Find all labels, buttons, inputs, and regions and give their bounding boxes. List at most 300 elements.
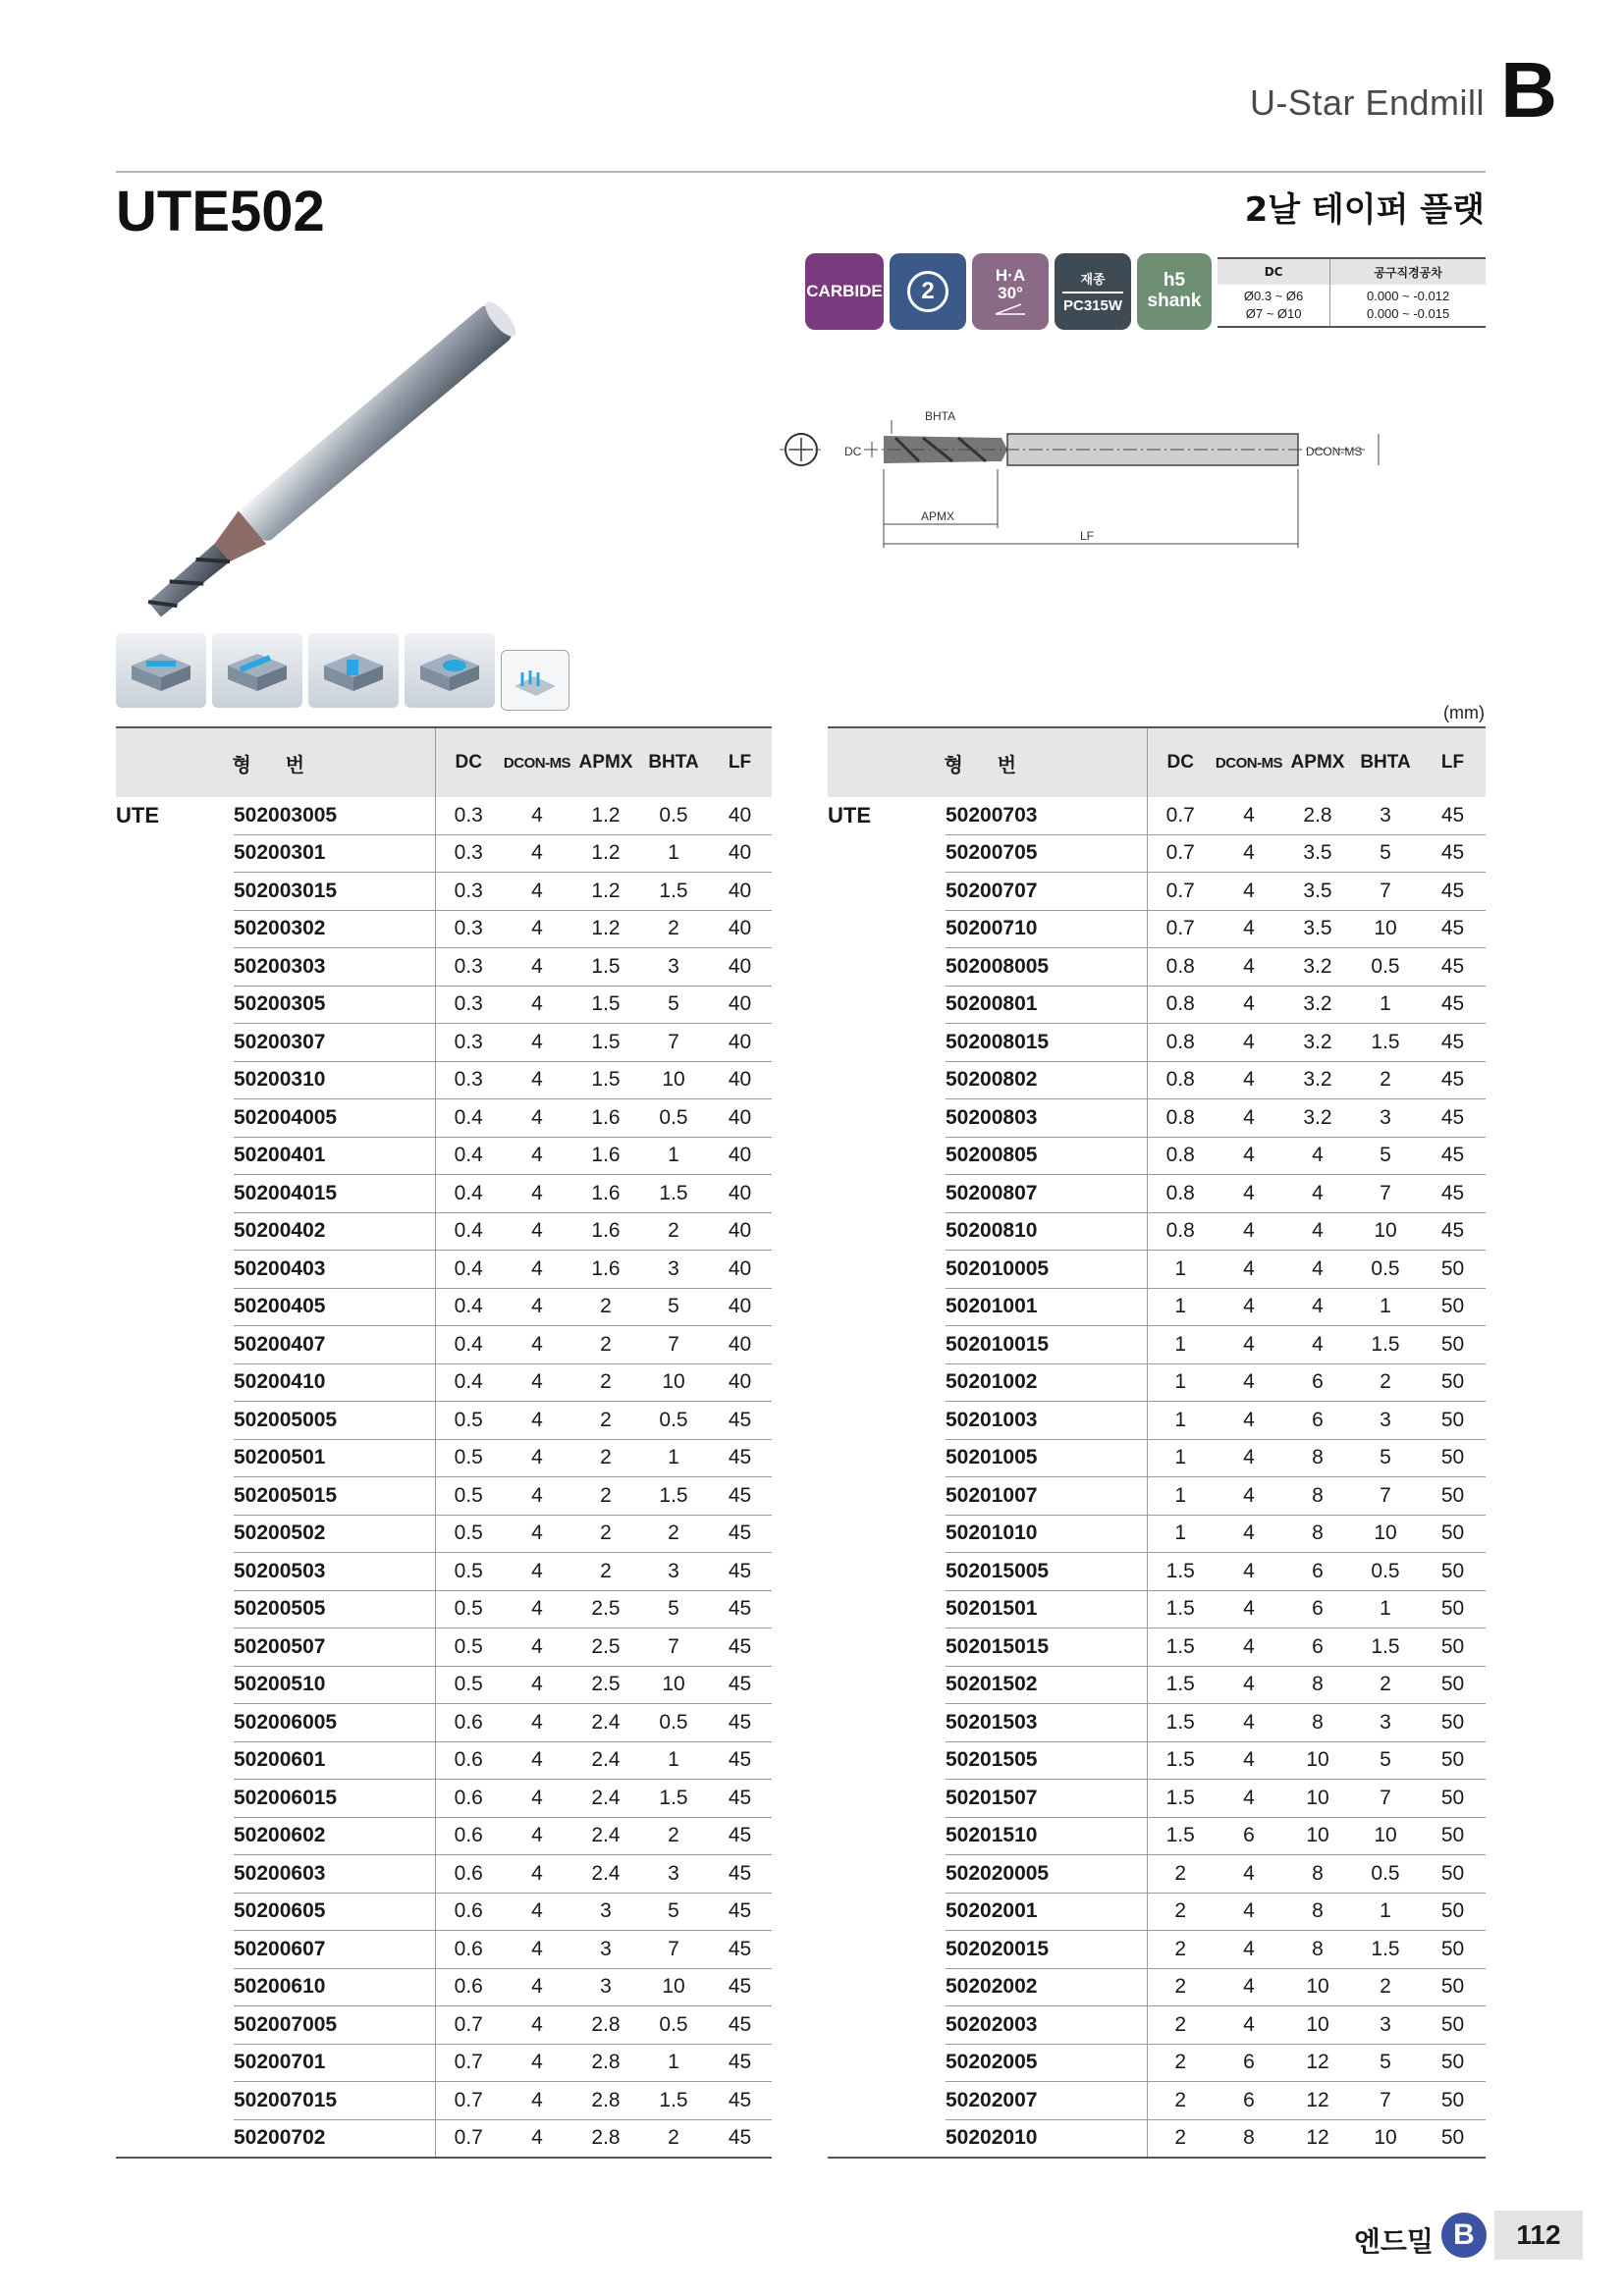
dcon-value: 4: [502, 1288, 572, 1326]
dc-value: 0.8: [1147, 948, 1214, 987]
bhta-value: 5: [1351, 834, 1420, 873]
lf-value: 45: [1420, 1024, 1486, 1062]
table-row: [116, 1780, 772, 1818]
series-prefix: [116, 1741, 234, 1780]
dcon-value: 4: [1214, 1402, 1284, 1440]
tolerance-header-dc: DC: [1218, 258, 1330, 285]
dc-value: 0.8: [1147, 986, 1214, 1024]
series-prefix: [828, 834, 946, 873]
lf-value: 50: [1420, 1666, 1486, 1704]
bhta-value: 10: [1351, 910, 1420, 948]
lf-value: 45: [708, 1968, 772, 2006]
dcon-value: 4: [1214, 910, 1284, 948]
dcon-value: 4: [502, 948, 572, 987]
series-prefix: [116, 1175, 234, 1213]
bhta-value: 2: [639, 910, 708, 948]
order-code: 50200403: [234, 1251, 435, 1289]
apmx-value: 3.2: [1284, 948, 1351, 987]
table-row: [828, 1477, 1486, 1516]
table-row: [828, 1212, 1486, 1251]
dc-value: 0.7: [435, 2082, 502, 2120]
bhta-value: 1.5: [639, 1175, 708, 1213]
coating-divider: [1062, 292, 1123, 294]
dcon-value: 4: [1214, 1326, 1284, 1364]
lf-value: 40: [708, 1251, 772, 1289]
series-prefix: [116, 1212, 234, 1251]
table-row: [828, 910, 1486, 948]
carbide-label: CARBIDE: [806, 282, 883, 300]
bhta-value: 1.5: [1351, 1629, 1420, 1667]
apmx-value: 10: [1284, 1780, 1351, 1818]
table-row: [828, 1931, 1486, 1969]
bhta-value: 0.5: [1351, 1855, 1420, 1894]
dc-value: 1.5: [1147, 1629, 1214, 1667]
series-prefix: [828, 2006, 946, 2045]
table-row: [116, 1590, 772, 1629]
apmx-value: 2: [572, 1515, 639, 1553]
dc-value: 0.4: [435, 1212, 502, 1251]
flute-count: 2: [921, 278, 935, 304]
dc-value: 0.5: [435, 1666, 502, 1704]
series-prefix: [828, 1212, 946, 1251]
lf-value: 40: [708, 1061, 772, 1099]
lf-value: 50: [1420, 1553, 1486, 1591]
bhta-value: 1.5: [639, 1477, 708, 1516]
series-prefix: [116, 1326, 234, 1364]
order-code: 50200705: [946, 834, 1147, 873]
dc-value: 0.3: [435, 873, 502, 911]
lf-value: 45: [708, 1704, 772, 1742]
bhta-value: 1.5: [639, 2082, 708, 2120]
table-row: [828, 948, 1486, 987]
dcon-value: 4: [1214, 1704, 1284, 1742]
helix-label: H·A: [995, 266, 1026, 286]
dc-value: 0.7: [435, 2119, 502, 2158]
bhta-value: 2: [1351, 1968, 1420, 2006]
dc-value: 1.5: [1147, 1666, 1214, 1704]
table-row: [116, 1439, 772, 1477]
table-row: [116, 1931, 772, 1969]
lf-value: 50: [1420, 1893, 1486, 1931]
apmx-value: 10: [1284, 1817, 1351, 1855]
series-prefix: UTE: [828, 803, 871, 828]
apmx-value: 1.5: [572, 986, 639, 1024]
order-code: 50202010: [946, 2119, 1147, 2158]
series-prefix: [116, 1629, 234, 1667]
bhta-value: 3: [1351, 1402, 1420, 1440]
table-row: [116, 2044, 772, 2082]
bhta-value: 10: [639, 1666, 708, 1704]
order-code: 50200503: [234, 1553, 435, 1591]
order-code: 50200601: [234, 1741, 435, 1780]
dcon-value: 4: [502, 1741, 572, 1780]
apmx-value: 2.8: [572, 2119, 639, 2158]
dcon-value: 4: [502, 910, 572, 948]
apmx-value: 2.8: [1284, 797, 1351, 834]
table-row: [828, 1061, 1486, 1099]
dc-value: 1.5: [1147, 1590, 1214, 1629]
apmx-label: APMX: [921, 509, 955, 523]
tolerance-dc-range: Ø7 ~ Ø10: [1245, 306, 1302, 321]
table-row: [116, 1477, 772, 1516]
bhta-value: 10: [1351, 1515, 1420, 1553]
product-subtitle: 2날 테이퍼 플랫: [1244, 190, 1485, 230]
table-row: [828, 1666, 1486, 1704]
order-code: 502010015: [946, 1326, 1147, 1364]
dcon-value: 4: [502, 2006, 572, 2045]
apmx-value: 4: [1284, 1326, 1351, 1364]
order-code: 50200807: [946, 1175, 1147, 1213]
bhta-value: 7: [1351, 1477, 1420, 1516]
table-header-row: [116, 727, 772, 797]
dc-value: 2: [1147, 1931, 1214, 1969]
apmx-value: 1.6: [572, 1175, 639, 1213]
dcon-value: 4: [502, 1590, 572, 1629]
order-code: 50201505: [946, 1741, 1147, 1780]
order-code: 50200703: [946, 797, 1147, 834]
coating-grade-badge: [1055, 253, 1131, 330]
helix-angle-badge: [972, 253, 1049, 330]
series-prefix: [828, 2119, 946, 2158]
lf-value: 50: [1420, 1326, 1486, 1364]
dcon-value: 4: [1214, 1251, 1284, 1289]
bhta-value: 1.5: [639, 873, 708, 911]
apmx-value: 1.2: [572, 910, 639, 948]
dcon-value: 4: [1214, 1061, 1284, 1099]
table-row: [828, 1439, 1486, 1477]
apmx-value: 8: [1284, 1931, 1351, 1969]
table-row: [828, 1363, 1486, 1402]
series-prefix: [116, 834, 234, 873]
dc-value: 0.6: [435, 1893, 502, 1931]
series-prefix: [828, 1251, 946, 1289]
table-row: [828, 2044, 1486, 2082]
dc-value: 0.8: [1147, 1212, 1214, 1251]
dcon-value: 4: [1214, 948, 1284, 987]
bhta-value: 10: [639, 1061, 708, 1099]
order-code: 50201010: [946, 1515, 1147, 1553]
order-code: 50200307: [234, 1024, 435, 1062]
lf-value: 45: [708, 1553, 772, 1591]
order-code: 50200302: [234, 910, 435, 948]
dc-value: 0.6: [435, 1741, 502, 1780]
lf-value: 45: [1420, 1137, 1486, 1175]
apmx-value: 3: [572, 1893, 639, 1931]
dc-value: 0.5: [435, 1439, 502, 1477]
series-prefix: [116, 1855, 234, 1894]
header-dc: DC: [1147, 727, 1214, 797]
apmx-value: 4: [1284, 1212, 1351, 1251]
lf-value: 50: [1420, 1515, 1486, 1553]
dcon-value: 4: [1214, 1629, 1284, 1667]
apmx-value: 1.6: [572, 1137, 639, 1175]
table-row: [116, 1363, 772, 1402]
dcon-value: 4: [502, 2044, 572, 2082]
units-label: (mm): [1443, 703, 1485, 722]
lf-value: 50: [1420, 1931, 1486, 1969]
order-code: 50200610: [234, 1968, 435, 2006]
table-row: [116, 1099, 772, 1138]
series-prefix: [828, 1968, 946, 2006]
lf-value: 40: [708, 1024, 772, 1062]
lf-value: 45: [708, 1477, 772, 1516]
apmx-value: 2.5: [572, 1629, 639, 1667]
apmx-value: 12: [1284, 2082, 1351, 2120]
lf-value: 45: [708, 1817, 772, 1855]
dc-value: 0.4: [435, 1175, 502, 1213]
lf-value: 50: [1420, 2006, 1486, 2045]
bhta-label: BHTA: [925, 409, 956, 423]
apmx-value: 10: [1284, 1968, 1351, 2006]
dc-value: 0.3: [435, 1024, 502, 1062]
table-row: [828, 1741, 1486, 1780]
dcon-value: 4: [502, 1251, 572, 1289]
order-code: 50201003: [946, 1402, 1147, 1440]
dc-value: 0.6: [435, 1931, 502, 1969]
shank-label: shank: [1147, 291, 1202, 311]
series-prefix: [116, 1288, 234, 1326]
series-prefix: [116, 1024, 234, 1062]
table-row: [828, 797, 1486, 834]
lf-value: 50: [1420, 1590, 1486, 1629]
apmx-value: 2: [572, 1553, 639, 1591]
order-code: 50200405: [234, 1288, 435, 1326]
lf-value: 45: [708, 2006, 772, 2045]
header-dcon: DCON-MS: [1214, 727, 1284, 797]
dcon-value: 6: [1214, 2082, 1284, 2120]
series-prefix: [828, 1515, 946, 1553]
order-code: 502003015: [234, 873, 435, 911]
order-code: 50200710: [946, 910, 1147, 948]
bhta-value: 7: [639, 1024, 708, 1062]
table-row: [828, 1590, 1486, 1629]
bhta-value: 1.5: [1351, 1024, 1420, 1062]
order-code: 502007015: [234, 2082, 435, 2120]
bhta-value: 1: [639, 1741, 708, 1780]
order-code: 50200505: [234, 1590, 435, 1629]
dcon-value: 4: [1214, 797, 1284, 834]
lf-value: 50: [1420, 1439, 1486, 1477]
bhta-value: 0.5: [1351, 948, 1420, 987]
order-code: 50201502: [946, 1666, 1147, 1704]
lf-value: 45: [1420, 1061, 1486, 1099]
order-code: 50200407: [234, 1326, 435, 1364]
lf-value: 40: [708, 948, 772, 987]
dcon-value: 4: [502, 1704, 572, 1742]
apmx-value: 1.2: [572, 873, 639, 911]
order-code: 50200502: [234, 1515, 435, 1553]
lf-value: 45: [1420, 986, 1486, 1024]
series-prefix: [116, 2044, 234, 2082]
shank-badge: [1137, 253, 1212, 330]
order-code: 50200607: [234, 1931, 435, 1969]
series-prefix: [828, 910, 946, 948]
dc-value: 0.5: [435, 1553, 502, 1591]
dc-value: 0.6: [435, 1704, 502, 1742]
dc-value: 2: [1147, 2044, 1214, 2082]
dc-value: 0.8: [1147, 1061, 1214, 1099]
series-prefix: [828, 1326, 946, 1364]
dc-value: 0.4: [435, 1326, 502, 1364]
bhta-value: 7: [1351, 2082, 1420, 2120]
order-code: 50200301: [234, 834, 435, 873]
series-prefix: [116, 1780, 234, 1818]
dc-value: 0.5: [435, 1629, 502, 1667]
apmx-value: 4: [1284, 1175, 1351, 1213]
table-row: [116, 1024, 772, 1062]
lf-value: 50: [1420, 1741, 1486, 1780]
series-prefix: [116, 1363, 234, 1402]
dc-value: 2: [1147, 2006, 1214, 2045]
dc-value: 0.5: [435, 1477, 502, 1516]
apmx-value: 4: [1284, 1137, 1351, 1175]
series-prefix: [828, 2082, 946, 2120]
bhta-value: 0.5: [639, 2006, 708, 2045]
dcon-value: 4: [502, 1061, 572, 1099]
lf-value: 45: [708, 1666, 772, 1704]
order-code: 50202005: [946, 2044, 1147, 2082]
order-code: 50202003: [946, 2006, 1147, 2045]
order-code: 50201002: [946, 1363, 1147, 1402]
lf-value: 50: [1420, 2044, 1486, 2082]
lf-value: 50: [1420, 1629, 1486, 1667]
dc-value: 1: [1147, 1477, 1214, 1516]
apmx-value: 8: [1284, 1893, 1351, 1931]
tolerance-value: 0.000 ~ -0.015: [1366, 306, 1450, 321]
apmx-value: 3.2: [1284, 1099, 1351, 1138]
lf-value: 40: [708, 1288, 772, 1326]
table-row: [116, 910, 772, 948]
dcon-value: 4: [1214, 1439, 1284, 1477]
table-row: [828, 1968, 1486, 2006]
dc-value: 0.7: [1147, 834, 1214, 873]
dcon-value: 4: [1214, 1477, 1284, 1516]
order-code: 502005015: [234, 1477, 435, 1516]
dc-value: 0.6: [435, 1780, 502, 1818]
table-row: [116, 1326, 772, 1364]
apmx-value: 2.8: [572, 2006, 639, 2045]
lf-value: 45: [708, 1402, 772, 1440]
table-row: [828, 986, 1486, 1024]
bhta-value: 5: [1351, 1137, 1420, 1175]
dc-value: 0.3: [435, 948, 502, 987]
apmx-value: 6: [1284, 1590, 1351, 1629]
apmx-value: 8: [1284, 1855, 1351, 1894]
bhta-value: 2: [639, 2119, 708, 2158]
series-prefix: [116, 1477, 234, 1516]
header-code: 형 번: [116, 727, 435, 797]
order-code: 50201510: [946, 1817, 1147, 1855]
dcon-value: 4: [502, 1099, 572, 1138]
order-code: 50200805: [946, 1137, 1147, 1175]
series-prefix: [828, 948, 946, 987]
series-prefix: [116, 873, 234, 911]
bhta-value: 2: [1351, 1363, 1420, 1402]
table-row: [116, 1288, 772, 1326]
table-row: [116, 1402, 772, 1440]
order-code: 50201007: [946, 1477, 1147, 1516]
table-row: [116, 1061, 772, 1099]
lf-value: 50: [1420, 2082, 1486, 2120]
dc-label: DC: [844, 445, 862, 458]
spec-table-right: [828, 726, 1486, 2159]
dc-value: 0.7: [1147, 873, 1214, 911]
dcon-value: 4: [502, 1553, 572, 1591]
bhta-value: 2: [1351, 1666, 1420, 1704]
table-row: [828, 1704, 1486, 1742]
lf-value: 45: [1420, 948, 1486, 987]
apmx-value: 8: [1284, 1704, 1351, 1742]
series-prefix: [828, 986, 946, 1024]
lf-value: 40: [708, 1326, 772, 1364]
lf-value: 50: [1420, 1363, 1486, 1402]
table-row: [116, 1855, 772, 1894]
order-code: 502004005: [234, 1099, 435, 1138]
apmx-value: 2.4: [572, 1741, 639, 1780]
apmx-value: 4: [1284, 1288, 1351, 1326]
lf-value: 45: [708, 1780, 772, 1818]
dc-value: 0.6: [435, 1817, 502, 1855]
table-row: [116, 2006, 772, 2045]
dc-value: 0.6: [435, 1855, 502, 1894]
apmx-value: 1.6: [572, 1251, 639, 1289]
apmx-value: 2.4: [572, 1780, 639, 1818]
dcon-value: 4: [502, 1363, 572, 1402]
dc-value: 1.5: [1147, 1741, 1214, 1780]
lf-value: 45: [708, 1515, 772, 1553]
apmx-value: 8: [1284, 1666, 1351, 1704]
profiling-icon: [501, 650, 569, 711]
bhta-value: 10: [1351, 1212, 1420, 1251]
apmx-value: 1.5: [572, 948, 639, 987]
dcon-value: 4: [502, 2082, 572, 2120]
series-prefix: [828, 1704, 946, 1742]
lf-value: 45: [708, 1855, 772, 1894]
series-prefix: [828, 1741, 946, 1780]
order-code: 50200410: [234, 1363, 435, 1402]
apmx-value: 4: [1284, 1251, 1351, 1289]
bhta-value: 5: [639, 1590, 708, 1629]
bhta-value: 2: [1351, 1061, 1420, 1099]
dc-value: 1.5: [1147, 1780, 1214, 1818]
bhta-value: 1: [639, 834, 708, 873]
series-prefix: [828, 1855, 946, 1894]
table-row: [828, 1024, 1486, 1062]
bhta-value: 3: [1351, 797, 1420, 834]
table-row: [828, 1099, 1486, 1138]
table-row: [116, 834, 772, 873]
dcon-value: 6: [1214, 2044, 1284, 2082]
header-lf: LF: [1420, 727, 1486, 797]
table-row: [116, 986, 772, 1024]
series-prefix: [828, 1363, 946, 1402]
dc-value: 1: [1147, 1251, 1214, 1289]
bhta-value: 1: [639, 1439, 708, 1477]
series-prefix: [828, 2044, 946, 2082]
series-prefix: [116, 1439, 234, 1477]
series-prefix: [828, 1893, 946, 1931]
shank-tolerance: h5: [1163, 270, 1186, 292]
order-code: 50200702: [234, 2119, 435, 2158]
dcon-value: 4: [502, 873, 572, 911]
dcon-value: 4: [1214, 1968, 1284, 2006]
series-prefix: [116, 1704, 234, 1742]
lf-value: 45: [708, 2119, 772, 2158]
dc-value: 0.4: [435, 1099, 502, 1138]
dcon-value: 4: [1214, 1175, 1284, 1213]
lf-value: 45: [1420, 1175, 1486, 1213]
series-prefix: [116, 1666, 234, 1704]
